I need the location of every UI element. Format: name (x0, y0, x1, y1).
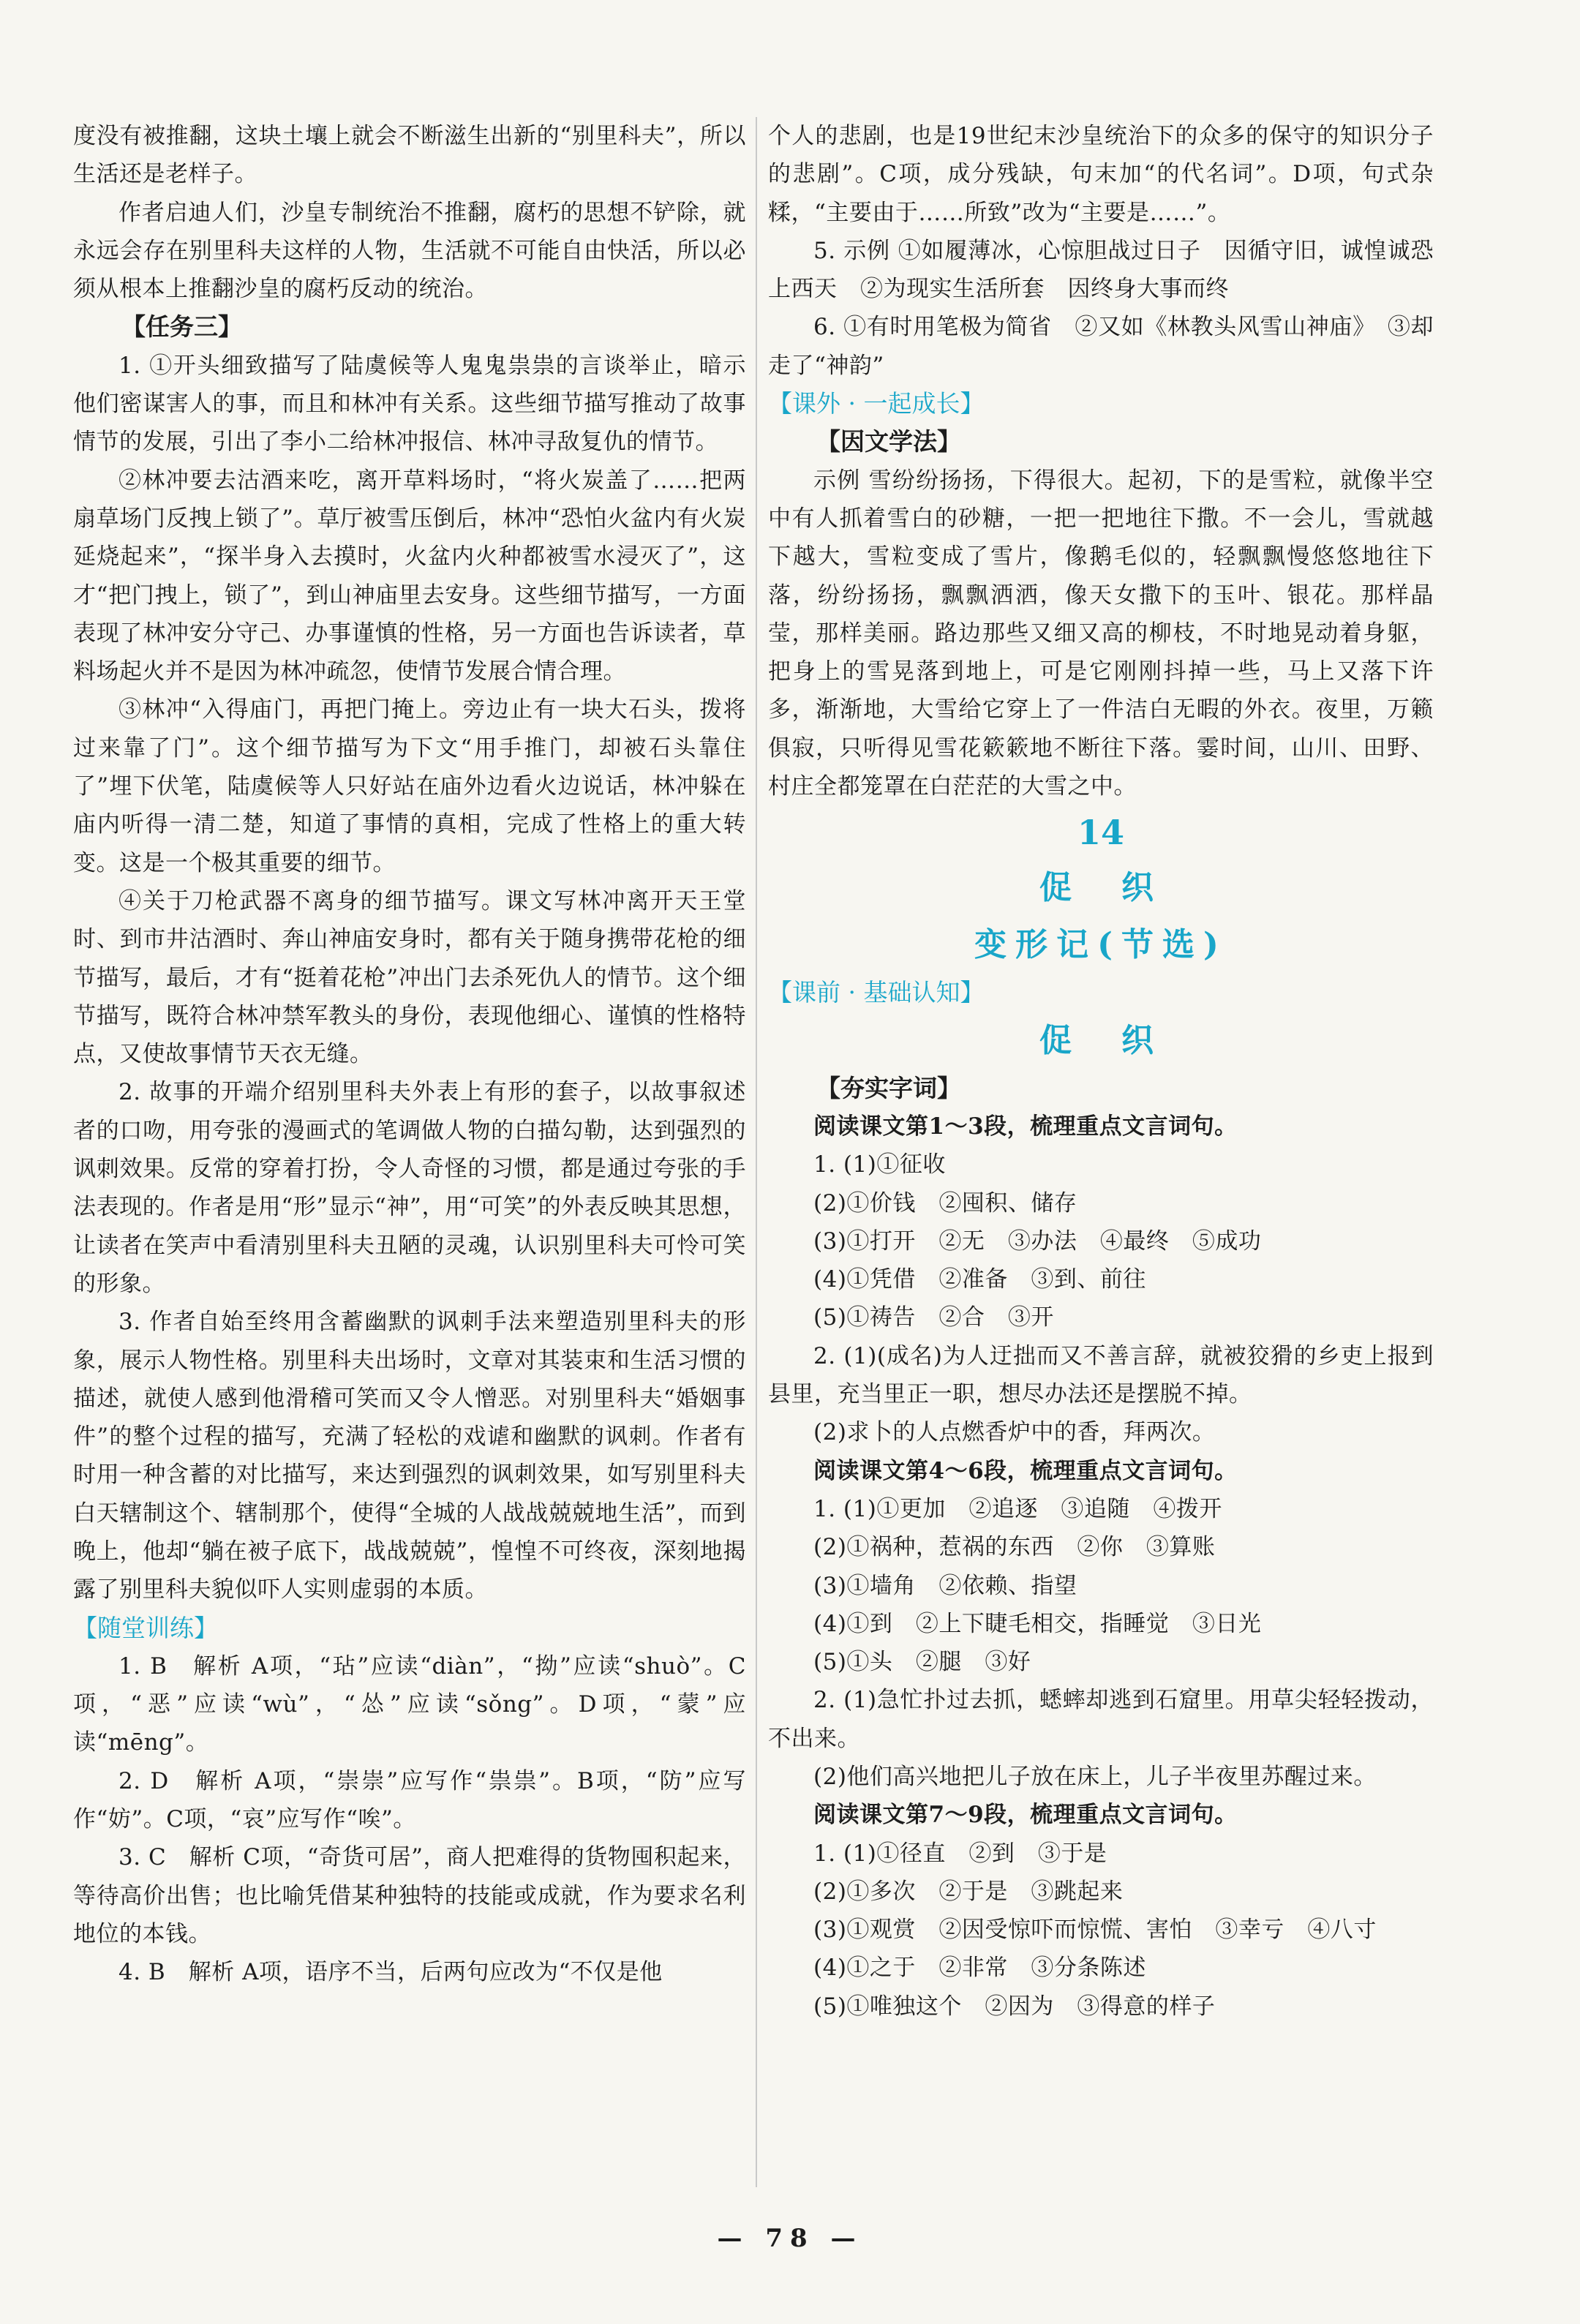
answer-item: 1. B 解析 A项，“玷”应读“diàn”，“拗”应读“shuò”。C项，“恶”应读“wù”，“怂”应读“sǒng”。D项，“蒙”应读“mēng”。 (73, 1652, 746, 1756)
answer-item: 1. (1)①径直 ②到 ③于是 (813, 1840, 1107, 1867)
paragraph: ②林冲要去沽酒来吃，离开草料场时，“将火炭盖了……把两扇草场门反拽上锁了”。草厅被雪压倒后，林冲“恐怕火盆内有火炭延烧起来”，“探半身入去摸时，火盆内火种都被雪水浸灭了”，这才“把门拽上，锁了”，到山神庙里去安身。这些细节描写，一方面表现了林冲安分守己、办事谨慎的性格，另一方面也告诉读者，草料场起火并不是因为林冲疏忽，使情节发展合情合理。 (73, 467, 746, 685)
answer-item: 1. (1)①更加 ②追逐 ③追随 ④拨开 (813, 1495, 1222, 1522)
paragraph: 示例 雪纷纷扬扬，下得很大。起初，下的是雪粒，就像半空中有人抓着雪白的砂糖，一把一把地往下撒。不一会儿，雪就越下越大，雪粒变成了雪片，像鹅毛似的，轻飘飘慢悠悠地往下落，纷纷扬扬，飘飘洒洒，像天女撒下的玉叶、银花。那样晶莹，那样美丽。路边那些又细又高的柳枝，不时地晃动着身躯，把身上的雪晃落到地上，可是它刚刚抖掉一些，马上又落下许多，渐渐地，大雪给它穿上了一件洁白无暇的外衣。夜里，万籁俱寂，只听得见雪花簌簌地不断往下落。霎时间，山川、田野、村庄全都笼罩在白茫茫的大雪之中。 (768, 467, 1434, 800)
answer-item: 4. B 解析 A项，语序不当，后两句应改为“不仅是他 (118, 1959, 663, 1986)
section-tag-task3: 【任务三】 (121, 312, 242, 342)
right-column (768, 117, 1434, 2026)
paragraph: 作者启迪人们，沙皇专制统治不推翻，腐朽的思想不铲除，就永远会存在别里科夫这样的人物，生活就不可能自由快活，所以必须从根本上推翻沙皇的腐朽反动的统治。 (73, 199, 746, 303)
answer-item: (4)①之于 ②非常 ③分条陈述 (813, 1955, 1146, 1982)
sub-title: 促 织 (1039, 1021, 1162, 1059)
reading-heading: 阅读课文第4～6段，梳理重点文言词句。 (813, 1457, 1238, 1484)
section-tag-method: 【因文学法】 (816, 427, 961, 456)
paragraph: ④关于刀枪武器不离身的细节描写。课文写林冲离开天王堂时、到市井沽酒时、奔山神庙安身时，都有关于随身携带花枪的细节描写，最后，才有“挺着花枪”冲出门去杀死仇人的情节。这个细节描写，既符合林冲禁军教头的身份，表现他细心、谨慎的性格特点，又使故事情节天衣无缝。 (73, 887, 746, 1068)
section-tag-training: 【随堂训练】 (73, 1613, 218, 1642)
column-divider (756, 117, 757, 2187)
reading-heading: 阅读课文第1～3段，梳理重点文言词句。 (813, 1113, 1238, 1140)
section-tag-outside: 【课外 · 一起成长】 (768, 389, 985, 418)
answer-item: 6. ①有时用笔极为简省 ②又如《林教头风雪山神庙》 ③却走了“神韵” (768, 314, 1434, 379)
answer-item: (2)①价钱 ②囤积、储存 (813, 1189, 1077, 1216)
answer-item: (2)求卜的人点燃香炉中的香，拜两次。 (813, 1419, 1216, 1446)
answer-item: (5)①头 ②腿 ③好 (813, 1649, 1031, 1676)
paragraph: ③林冲“入得庙门，再把门掩上。旁边止有一块大石头，拨将过来靠了门”。这个细节描写为下文“用手推门，却被石头靠住了”埋下伏笔，陆虞候等人只好站在庙外边看火边说话，林冲躲在庙内听得一清二楚，知道了事情的真相，完成了性格上的重大转变。这是一个极其重要的细节。 (73, 696, 746, 876)
answer-item: 3. C 解析 C项，“奇货可居”，商人把难得的货物囤积起来，等待高价出售；也比喻凭借某种独特的技能或成就，作为要求名利地位的本钱。 (73, 1844, 746, 1947)
answer-item: (3)①观赏 ②因受惊吓而惊慌、害怕 ③幸亏 ④八寸 (813, 1917, 1377, 1944)
answer-item: (5)①唯独这个 ②因为 ③得意的样子 (813, 1993, 1216, 2020)
answer-item: 1. (1)①征收 (813, 1151, 946, 1178)
left-column (73, 117, 746, 1992)
answer-item: (3)①墙角 ②依赖、指望 (813, 1572, 1077, 1599)
answer-item: 2. (1)(成名)为人迂拙而又不善言辞，就被狡猾的乡吏上报到县里，充当里正一职，想尽办法还是摆脱不掉。 (768, 1342, 1434, 1408)
answer-item: (2)①祸种，惹祸的东西 ②你 ③算账 (813, 1534, 1216, 1561)
paragraph: 个人的悲剧，也是19世纪末沙皇统治下的众多的保守的知识分子的悲剧”。C项，成分残缺，句末加“的代名词”。D项，句式杂糅，“主要由于……所致”改为“主要是……”。 (768, 123, 1434, 226)
answer-item: 2. D 解析 A项，“崇崇”应写作“祟祟”。B项，“防”应写作“妨”。C项，“哀”应写作“唉”。 (73, 1767, 746, 1833)
page-number: — 78 — (717, 2224, 863, 2253)
paragraph: 2. 故事的开端介绍别里科夫外表上有形的套子，以故事叙述者的口吻，用夸张的漫画式的笔调做人物的白描勾勒，达到强烈的讽刺效果。反常的穿着打扮，令人奇怪的习惯，都是通过夸张的手法表现的。作者是用“形”显示“神”，用“可笑”的外表反映其思想，让读者在笑声中看清别里科夫丑陋的灵魂，认识别里科夫可怜可笑的形象。 (73, 1079, 746, 1297)
reading-heading: 阅读课文第7～9段，梳理重点文言词句。 (813, 1802, 1238, 1829)
lesson-number: 14 (1077, 813, 1124, 853)
answer-item: (3)①打开 ②无 ③办法 ④最终 ⑤成功 (813, 1227, 1262, 1255)
answer-item: 2. (1)急忙扑过去抓，蟋蟀却逃到石窟里。用草尖轻轻拨动，不出来。 (768, 1687, 1434, 1752)
section-tag-words: 【夯实字词】 (816, 1073, 961, 1102)
answer-item: (2)他们高兴地把儿子放在床上，儿子半夜里苏醒过来。 (813, 1763, 1377, 1790)
lesson-title: 变形记(节选) (974, 926, 1227, 964)
answer-item: (4)①到 ②上下睫毛相交，指睡觉 ③日光 (813, 1610, 1262, 1637)
answer-item: (4)①凭借 ②准备 ③到、前往 (813, 1266, 1146, 1293)
section-tag-pre: 【课前 · 基础认知】 (768, 978, 985, 1007)
paragraph: 度没有被推翻，这块土壤上就会不断滋生出新的“别里科夫”，所以生活还是老样子。 (73, 123, 746, 188)
paragraph: 3. 作者自始至终用含蓄幽默的讽刺手法来塑造别里科夫的形象，展示人物性格。别里科夫出场时，文章对其装束和生活习惯的描述，就使人感到他滑稽可笑而又令人憎恶。对别里科夫“婚姻事件”的整个过程的描写，充满了轻松的戏谑和幽默的讽刺。作者有时用一种含蓄的对比描写，来达到强烈的讽刺效果，如写别里科夫白天辖制这个、辖制那个，使得“全城的人战战兢兢地生活”，而到晚上，他却“躺在被子底下，战战兢兢”，惶惶不可终夜，深刻地揭露了别里科夫貌似吓人实则虚弱的本质。 (73, 1309, 746, 1603)
answer-item: 5. 示例 ①如履薄冰，心惊胆战过日子 因循守旧，诚惶诚恐上西天 ②为现实生活所套 因终身大事而终 (768, 237, 1434, 303)
answer-item: (2)①多次 ②于是 ③跳起来 (813, 1878, 1124, 1905)
paragraph: 1. ①开头细致描写了陆虞候等人鬼鬼祟祟的言谈举止，暗示他们密谋害人的事，而且和林冲有关系。这些细节描写推动了故事情节的发展，引出了李小二给林冲报信、林冲寻敌复仇的情节。 (73, 352, 746, 456)
lesson-title: 促 织 (1039, 869, 1162, 907)
answer-item: (5)①祷告 ②合 ③开 (813, 1304, 1054, 1331)
